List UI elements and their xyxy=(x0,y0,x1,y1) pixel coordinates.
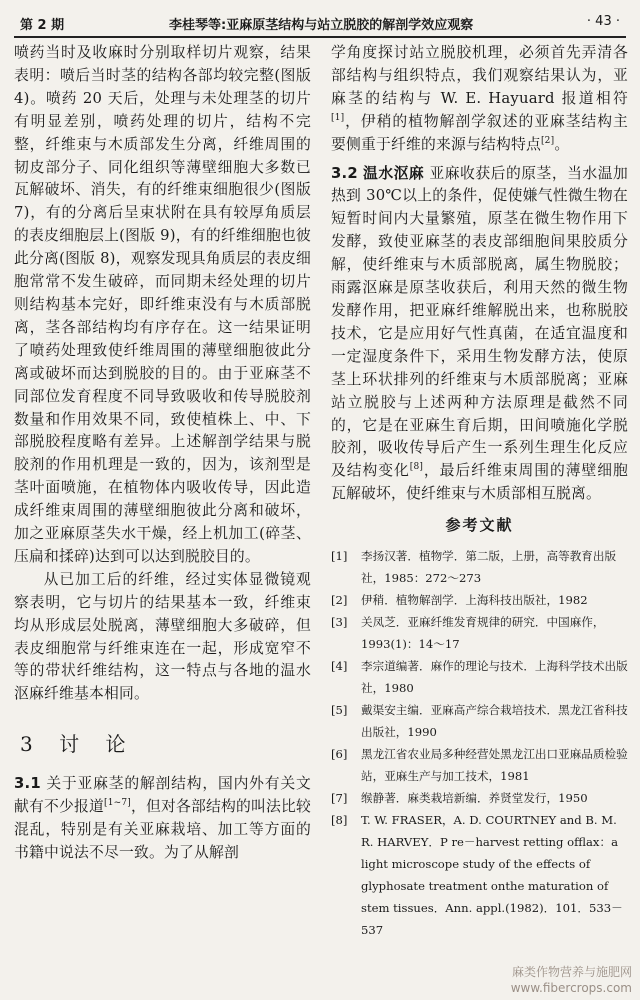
reference-number: [1] xyxy=(331,549,348,564)
citation: [1] xyxy=(331,112,345,123)
paragraph-text: 亚麻收获后的原茎，当水温加热到 30℃以上的条件，促使嫌气性微生物在短暂时间内大量繁殖，原茎在微生物作用下发酵，致使亚麻茎的表皮部细胞间果胶质分解，使纤维束与木质部脱离，属生物脱胶；雨露沤麻是原茎收获后，利用天然的微生物发酵作用，把亚麻纤维解脱出来，也称脱胶技术，它是应用好气性真菌，在适宜温度和一定湿度条件下，采用生物发酵方法，使原茎上环状排列的纤维束与木质部脱离；亚麻站立脱胶与上述两种方法原理是截然不同的，它是在亚麻生育后期，田间喷施化学脱胶剂，吸收传导后产生一系列生理生化反应及结构变化 xyxy=(331,164,629,480)
reference-text: 戴渠安主编．亚麻高产综合栽培技术．黑龙江省科技出版社，1990 xyxy=(361,703,628,740)
reference-text: 关凤芝．亚麻纤维发育规律的研究．中国麻作，1993(1)：14～17 xyxy=(361,615,605,652)
paragraph-text: ，但对各部结构的叫法比较混乱，特别是有关亚麻栽培、加工等方面的书籍中说法不尽一致。为了从解剖 xyxy=(14,798,312,861)
reference-number: [5] xyxy=(331,703,348,718)
watermark-line: 麻类作物营养与施肥网 xyxy=(511,965,632,979)
citation: [8] xyxy=(409,462,424,473)
left-column xyxy=(14,42,311,865)
reference-item xyxy=(331,787,628,809)
subsection-number: 3.1 xyxy=(14,775,41,793)
reference-item xyxy=(331,589,628,611)
page-header xyxy=(14,8,626,38)
subsection-title: 温水沤麻 xyxy=(363,164,425,182)
continued-paragraph xyxy=(331,42,628,157)
reference-text: 李扬汉著．植物学．第二版，上册，高等教育出版社，1985：272～273 xyxy=(361,549,617,586)
paragraph-text: 。 xyxy=(554,135,570,153)
section-3-1-paragraph xyxy=(14,773,311,865)
reference-text: 李宗道编著．麻作的理论与技术．上海科学技术出版社，1980 xyxy=(361,659,628,696)
paragraph-text: ，伊稍的植物解剖学叙述的亚麻茎结构主要侧重于纤维的来源与结构特点 xyxy=(331,112,628,153)
reference-number: [2] xyxy=(331,593,348,608)
section-heading-discussion: 3 讨 论 xyxy=(20,732,136,757)
reference-item xyxy=(331,743,628,787)
fiber-observation-paragraph: 从已加工后的纤维，经过实体显微镜观察表明，它与切片的结果基本一致，纤维束均从形成层处脱离，薄壁细胞大多破碎，但表皮细胞常与纤维束连在一起，形成宽窄不等的带状纤维结构，这一特点与各地的温水沤麻纤维基本相同。 xyxy=(14,570,311,703)
section-3-2-paragraph xyxy=(331,163,628,507)
site-watermark xyxy=(511,964,632,996)
page-number: · 43 · xyxy=(586,14,620,29)
reference-item xyxy=(331,655,628,699)
reference-item xyxy=(331,699,628,743)
paragraph-text: 学角度探讨站立脱胶机理，必须首先弄清各部结构与组织特点，我们观察结果认为，亚麻茎的结构与 W. E. Hayuard 报道相符 xyxy=(331,44,628,107)
references-list xyxy=(331,545,628,941)
reference-text: 伊稍．植物解剖学．上海科技出版社，1982 xyxy=(361,593,588,608)
reference-number: [6] xyxy=(331,747,348,762)
reference-item xyxy=(331,545,628,589)
paragraph-text: 关于亚麻茎的解剖结构，国内外有关文献有不少报道 xyxy=(14,775,311,816)
reference-item xyxy=(331,611,628,655)
reference-number: [4] xyxy=(331,659,348,674)
results-paragraph: 喷药当时及收麻时分别取样切片观察，结果表明：喷后当时茎的结构各部均较完整(图版 4)。喷药 20 天后，处理与未处理茎的切片有明显差别，喷药处理的切片，结构不完整，纤维束与木质部发生分离，纤维周围的韧皮部分子、同化组织等薄壁细胞大多数已瓦解破坏、消失，有的纤维束细胞很少(图版 7)，有的分离后呈束状附在具有较厚角质层的表皮细胞层上(图版 9)，有的纤维细胞也彼此分离(图版 8)，观察发现具角质层的表皮细胞常常不发生破碎，而同期未经处理的切片则结构基本完好，即纤维束没有与木质部脱离，茎各部结构均有序存在。这一结果证明了喷药处理致使纤维周围的薄壁细胞彼此分离或破坏而达到脱胶的目的。由于亚麻茎不同部位发育程度不同导致吸收和传导脱胶剂数量和作用效果不同，致使植株上、中、下部脱胶程度略有差异。上述解剖学结果与脱胶剂的作用机理是一致的，因为，该剂型是茎叶面喷施，在植物体内吸收传导，因此造成纤维束周围的薄壁细胞彼此分离和破坏，加之亚麻原茎失水干燥，经上机加工(碎茎、压扁和揉碎)达到可以达到脱胶目的。 xyxy=(14,44,311,565)
paragraph-text: ，最后纤维束周围的薄壁细胞瓦解破坏，使纤维束与木质部相互脱离。 xyxy=(331,462,628,503)
citation: [2] xyxy=(540,135,555,146)
references-heading: 参考文献 xyxy=(445,516,514,535)
reference-text: T. W. FRASER，A. D. COURTNEY and B. M. R. HARVEY．P re－harvest retting offlax：a light microscope study of the effects of glyphosate treatment onthe maturation of stem tissues．Ann. appl.(1982)．101．533－537 xyxy=(361,813,623,938)
right-column xyxy=(331,42,628,941)
watermark-line: www.fibercrops.com xyxy=(510,981,632,995)
reference-item xyxy=(331,809,628,941)
running-title: 李桂琴等:亚麻原茎结构与站立脱胶的解剖学效应观察 xyxy=(169,18,474,33)
issue-label: 第 2 期 xyxy=(20,18,65,33)
reference-number: [7] xyxy=(331,791,348,806)
citation: [1~7] xyxy=(104,798,132,809)
reference-text: 缑静著．麻类栽培新编．养贤堂发行，1950 xyxy=(361,791,588,806)
subsection-number: 3.2 xyxy=(331,164,358,182)
reference-number: [3] xyxy=(331,615,348,630)
reference-number: [8] xyxy=(331,813,348,828)
reference-text: 黑龙江省农业局多种经营处黑龙江出口亚麻品质检验站，亚麻生产与加工技术，1981 xyxy=(361,747,628,784)
